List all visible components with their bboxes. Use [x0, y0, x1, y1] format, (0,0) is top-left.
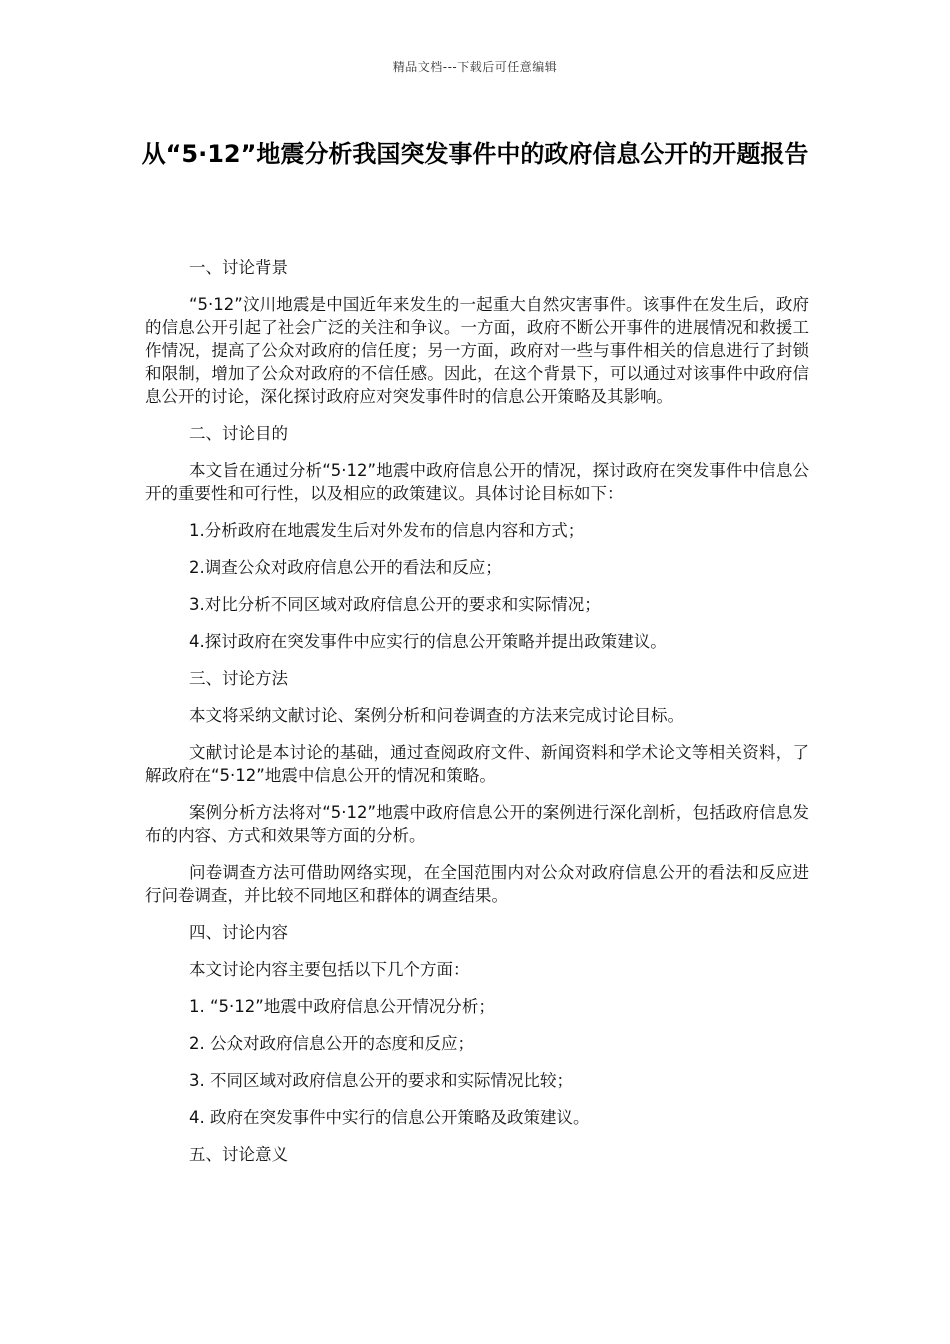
section-heading-method: 三、讨论方法	[189, 669, 288, 688]
paragraph: 本文将采纳文献讨论、案例分析和问卷调查的方法来完成讨论目标。	[189, 706, 684, 725]
list-item: 4.探讨政府在突发事件中应实行的信息公开策略并提出政策建议。	[189, 632, 667, 651]
paragraph: 问卷调查方法可借助网络实现，在全国范围内对公众对政府信息公开的看法和反应进行问卷调查，并比较不同地区和群体的调查结果。	[145, 863, 809, 905]
list-item: 3. 不同区域对政府信息公开的要求和实际情况比较；	[189, 1071, 573, 1090]
paragraph: “5·12”汶川地震是中国近年来发生的一起重大自然灾害事件。该事件在发生后，政府的信息公开引起了社会广泛的关注和争议。一方面，政府不断公开事件的进展情况和救援工作情况，提高了公众对政府的信任度；另一方面，政府对一些与事件相关的信息进行了封锁和限制，增加了公众对政府的不信任感。因此，在这个背景下，可以通过对该事件中政府信息公开的讨论，深化探讨政府应对突发事件时的信息公开策略及其影响。	[145, 295, 809, 406]
section-heading-background: 一、讨论背景	[189, 258, 288, 277]
document-body	[145, 256, 809, 1180]
paragraph: 案例分析方法将对“5·12”地震中政府信息公开的案例进行深化剖析，包括政府信息发布的内容、方式和效果等方面的分析。	[145, 803, 809, 845]
list-item: 3.对比分析不同区域对政府信息公开的要求和实际情况；	[189, 595, 601, 614]
list-item: 4. 政府在突发事件中实行的信息公开策略及政策建议。	[189, 1108, 590, 1127]
list-item: 1. “5·12”地震中政府信息公开情况分析；	[189, 997, 495, 1016]
document-title: 从“5·12”地震分析我国突发事件中的政府信息公开的开题报告	[141, 140, 809, 168]
section-heading-content: 四、讨论内容	[189, 923, 288, 942]
list-item: 1.分析政府在地震发生后对外发布的信息内容和方式；	[189, 521, 585, 540]
list-item: 2. 公众对政府信息公开的态度和反应；	[189, 1034, 474, 1053]
section-heading-purpose: 二、讨论目的	[189, 424, 288, 443]
paragraph: 文献讨论是本讨论的基础，通过查阅政府文件、新闻资料和学术论文等相关资料，了解政府在“5·12”地震中信息公开的情况和策略。	[145, 743, 809, 785]
section-heading-significance: 五、讨论意义	[189, 1145, 288, 1164]
paragraph: 本文旨在通过分析“5·12”地震中政府信息公开的情况，探讨政府在突发事件中信息公开的重要性和可行性，以及相应的政策建议。具体讨论目标如下：	[145, 461, 809, 503]
header-note: 精品文档---下载后可任意编辑	[392, 60, 558, 74]
paragraph: 本文讨论内容主要包括以下几个方面：	[189, 960, 470, 979]
list-item: 2.调查公众对政府信息公开的看法和反应；	[189, 558, 502, 577]
